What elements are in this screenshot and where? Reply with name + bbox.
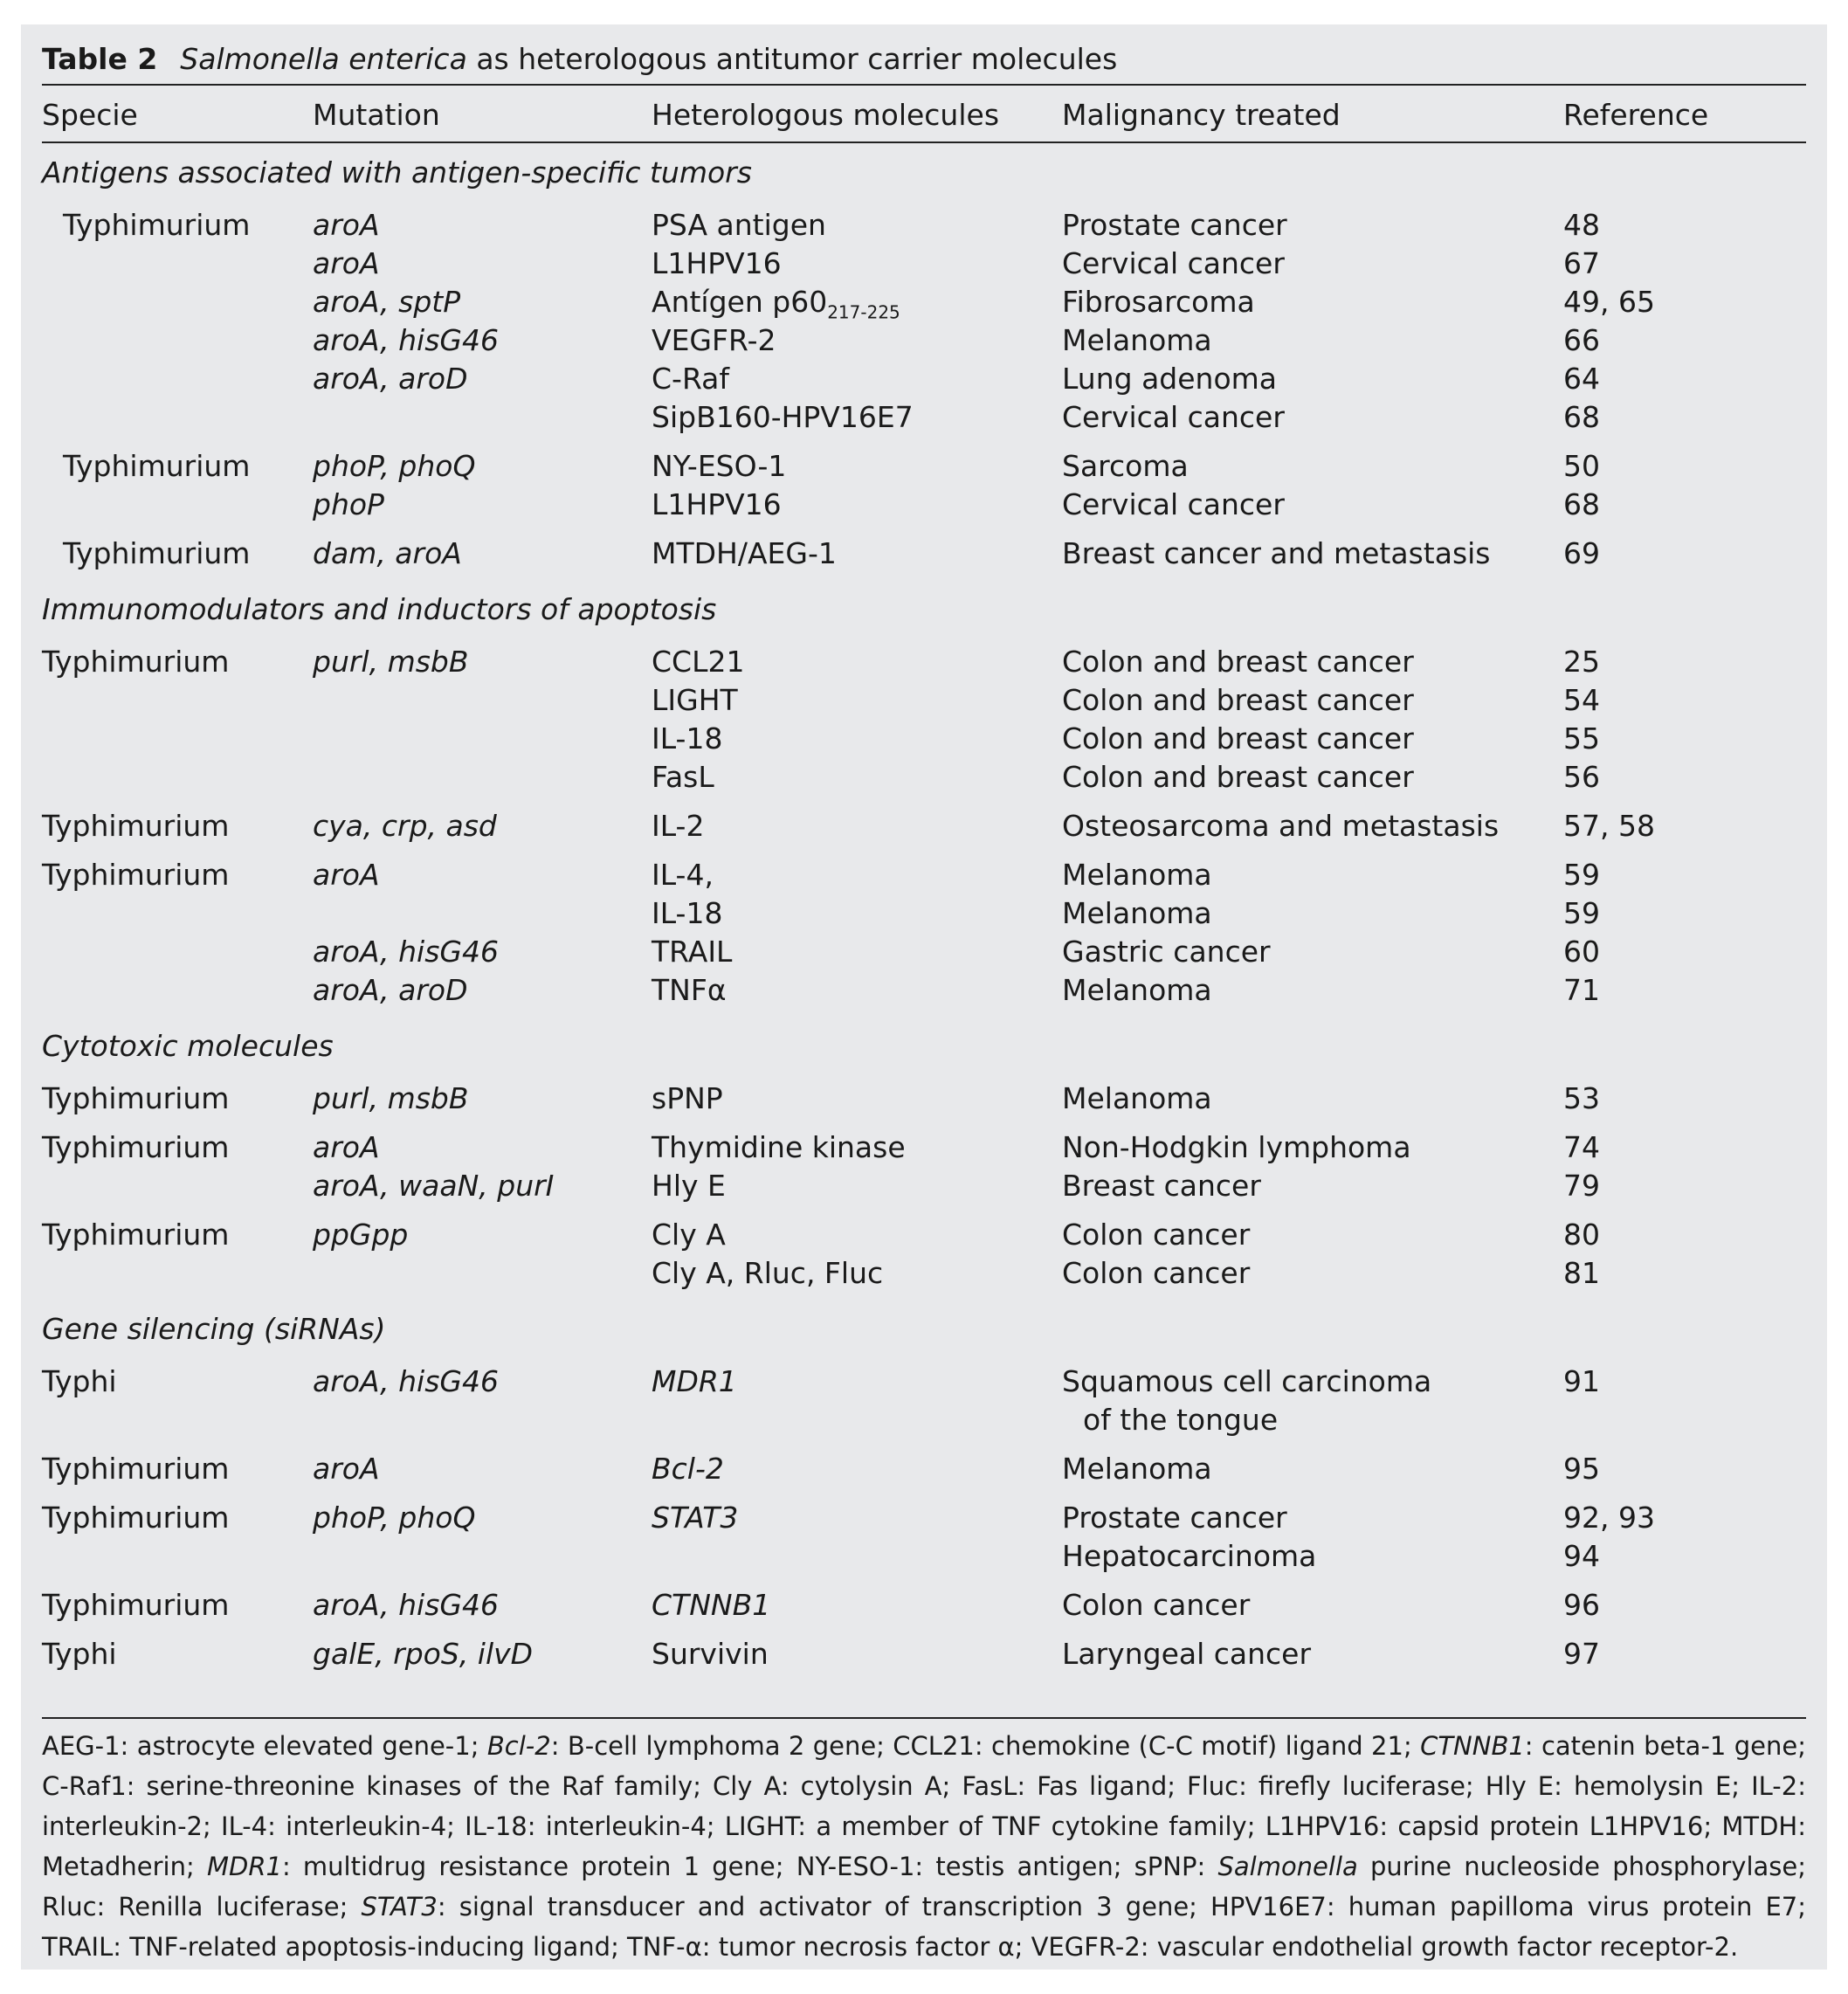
row-group xyxy=(21,447,1827,524)
table-row xyxy=(21,283,1827,321)
header-rule xyxy=(42,141,1806,143)
cell-molecule: PSA antigen xyxy=(652,208,826,242)
cell-specie: Typhimurium xyxy=(42,1452,230,1486)
cell-mutation: aroA xyxy=(313,858,380,892)
cell-molecule: Cly A, Rluc, Fluc xyxy=(652,1256,884,1290)
cell-malignancy: Breast cancer and metastasis xyxy=(1062,536,1491,570)
cell-malignancy: Cervical cancer xyxy=(1062,487,1285,521)
cell-mutation: phoP, phoQ xyxy=(313,449,476,483)
cell-mutation: aroA xyxy=(313,208,380,242)
caption-text: as heterologous antitumor carrier molecules xyxy=(476,42,1118,76)
cell-malignancy: Laryngeal cancer xyxy=(1062,1637,1312,1671)
cell-mutation: cya, crp, asd xyxy=(313,809,497,843)
cell-specie: Typhi xyxy=(42,1364,117,1398)
section-title: Immunomodulators and inductors of apoptosis xyxy=(42,592,717,626)
footnote-term: MDR1 xyxy=(206,1852,282,1881)
footnote-text: : B-cell lymphoma 2 gene; CCL21: chemokine (C-C motif) ligand 21; xyxy=(550,1731,1421,1761)
row-group xyxy=(21,807,1827,845)
cell-specie: Typhimurium xyxy=(42,858,230,892)
cell-malignancy-line2: of the tongue xyxy=(1083,1403,1279,1437)
table-row xyxy=(21,1537,1827,1576)
cell-reference: 97 xyxy=(1563,1637,1600,1671)
cell-specie: Typhimurium xyxy=(63,449,251,483)
table-row xyxy=(21,321,1827,360)
cell-molecule: MDR1 xyxy=(652,1364,737,1398)
cell-molecule: IL-18 xyxy=(652,721,723,756)
cell-reference: 59 xyxy=(1563,858,1600,892)
cell-specie: Typhimurium xyxy=(63,208,251,242)
row-group xyxy=(21,206,1827,437)
cell-reference: 25 xyxy=(1563,645,1600,679)
top-rule xyxy=(42,84,1806,86)
footnote-text: : signal transducer and activator of transcription 3 gene; HPV16E7: human papilloma virus protein E7; TRAIL: TNF-related apoptosis-inducing ligand; TNF-α: tumor necrosis factor α; VEGFR-2: vascular endothelial growth factor receptor-2. xyxy=(42,1892,1807,1962)
cell-reference: 92, 93 xyxy=(1563,1501,1655,1535)
table-row xyxy=(21,1450,1827,1488)
cell-malignancy: Squamous cell carcinoma of the tongue xyxy=(1062,1363,1431,1439)
cell-reference: 48 xyxy=(1563,208,1600,242)
cell-malignancy: Breast cancer xyxy=(1062,1169,1261,1203)
cell-mutation: phoP xyxy=(313,487,384,521)
cell-mutation: aroA, aroD xyxy=(313,973,468,1007)
cell-mutation: dam, aroA xyxy=(313,536,462,570)
cell-molecule: sPNP xyxy=(652,1081,723,1115)
cell-mutation: aroA xyxy=(313,1130,380,1164)
section-title: Gene silencing (siRNAs) xyxy=(42,1312,386,1346)
cell-reference: 68 xyxy=(1563,487,1600,521)
table-row xyxy=(21,1586,1827,1625)
table-row xyxy=(21,206,1827,245)
cell-malignancy: Melanoma xyxy=(1062,858,1212,892)
cell-malignancy: Colon and breast cancer xyxy=(1062,760,1414,794)
table-row xyxy=(21,1080,1827,1118)
cell-malignancy: Melanoma xyxy=(1062,896,1212,930)
table-row xyxy=(21,856,1827,894)
table-row xyxy=(21,1499,1827,1537)
cell-specie: Typhimurium xyxy=(42,645,230,679)
cell-mutation: aroA xyxy=(313,246,380,280)
row-group xyxy=(21,856,1827,1010)
cell-molecule: FasL xyxy=(652,760,714,794)
cell-molecule: Antígen $p60_{217-225}$ xyxy=(652,285,900,323)
table-row xyxy=(21,1635,1827,1673)
cell-reference: 95 xyxy=(1563,1452,1600,1486)
row-group xyxy=(21,1450,1827,1488)
row-group xyxy=(21,1216,1827,1293)
cell-malignancy: Colon cancer xyxy=(1062,1256,1251,1290)
cell-specie: Typhimurium xyxy=(42,1081,230,1115)
cell-malignancy: Melanoma xyxy=(1062,1452,1212,1486)
table-row xyxy=(21,486,1827,524)
cell-mutation: aroA, hisG46 xyxy=(313,935,499,969)
cell-mutation: aroA xyxy=(313,1452,380,1486)
cell-reference: 56 xyxy=(1563,760,1600,794)
header-reference: Reference xyxy=(1563,98,1709,132)
cell-malignancy: Melanoma xyxy=(1062,973,1212,1007)
footnote-text: : multidrug resistance protein 1 gene; NY-ESO-1: testis antigen; sPNP: xyxy=(281,1852,1218,1881)
table-row xyxy=(21,933,1827,971)
row-group xyxy=(21,1128,1827,1205)
cell-malignancy: Colon cancer xyxy=(1062,1218,1251,1252)
cell-molecule: Cly A xyxy=(652,1218,726,1252)
cell-molecule: L1HPV16 xyxy=(652,246,782,280)
cell-molecule: CTNNB1 xyxy=(652,1588,771,1622)
cell-malignancy: Melanoma xyxy=(1062,1081,1212,1115)
cell-reference: 54 xyxy=(1563,683,1600,717)
cell-malignancy: Osteosarcoma and metastasis xyxy=(1062,809,1500,843)
table-row xyxy=(21,643,1827,681)
footnote-term: STAT3 xyxy=(361,1892,438,1922)
table-row xyxy=(21,758,1827,797)
cell-malignancy: Melanoma xyxy=(1062,323,1212,357)
header-malignancy: Malignancy treated xyxy=(1062,98,1341,132)
table-row xyxy=(21,245,1827,283)
cell-molecule: VEGFR-2 xyxy=(652,323,776,357)
header-molecules: Heterologous molecules xyxy=(652,98,1000,132)
table-row xyxy=(21,447,1827,486)
cell-malignancy: Hepatocarcinoma xyxy=(1062,1539,1317,1573)
header-specie: Specie xyxy=(42,98,138,132)
table-row xyxy=(21,398,1827,437)
cell-reference: 67 xyxy=(1563,246,1600,280)
row-group xyxy=(21,1586,1827,1625)
cell-molecule: Bcl-2 xyxy=(652,1452,724,1486)
cell-molecule: IL-18 xyxy=(652,896,723,930)
cell-malignancy: Colon and breast cancer xyxy=(1062,683,1414,717)
table-number: Table 2 xyxy=(42,42,158,76)
cell-specie: Typhimurium xyxy=(63,536,251,570)
row-group xyxy=(21,643,1827,797)
cell-reference: 74 xyxy=(1563,1130,1600,1164)
cell-reference: 49, 65 xyxy=(1563,285,1655,319)
table-row xyxy=(21,1363,1827,1439)
cell-specie: Typhi xyxy=(42,1637,117,1671)
table-row xyxy=(21,535,1827,573)
cell-molecule: MTDH/AEG-1 xyxy=(652,536,837,570)
cell-mutation: aroA, hisG46 xyxy=(313,323,499,357)
row-group xyxy=(21,1363,1827,1439)
cell-specie: Typhimurium xyxy=(42,1501,230,1535)
cell-malignancy: Gastric cancer xyxy=(1062,935,1271,969)
cell-molecule-subscript: 217-225 xyxy=(827,301,900,323)
cell-molecule: Thymidine kinase xyxy=(652,1130,906,1164)
row-group xyxy=(21,535,1827,573)
cell-molecule: LIGHT xyxy=(652,683,738,717)
cell-malignancy: Fibrosarcoma xyxy=(1062,285,1255,319)
section-title: Antigens associated with antigen-specific tumors xyxy=(42,155,752,190)
cell-molecule: Hly E xyxy=(652,1169,726,1203)
cell-mutation: purl, msbB xyxy=(313,645,469,679)
table-row xyxy=(21,1128,1827,1167)
cell-molecule: IL-4, xyxy=(652,858,714,892)
cell-molecule: SipB160-HPV16E7 xyxy=(652,400,914,434)
table-body xyxy=(21,147,1827,1684)
cell-mutation: ppGpp xyxy=(313,1218,409,1252)
cell-reference: 80 xyxy=(1563,1218,1600,1252)
cell-molecule: L1HPV16 xyxy=(652,487,782,521)
table-row xyxy=(21,971,1827,1010)
cell-reference: 55 xyxy=(1563,721,1600,756)
cell-reference: 91 xyxy=(1563,1364,1600,1398)
cell-reference: 94 xyxy=(1563,1539,1600,1573)
table-caption xyxy=(42,37,1117,82)
table-row xyxy=(21,1167,1827,1205)
header-mutation: Mutation xyxy=(313,98,440,132)
cell-mutation: aroA, hisG46 xyxy=(313,1588,499,1622)
cell-reference: 69 xyxy=(1563,536,1600,570)
footnote-term: Bcl-2 xyxy=(486,1731,551,1761)
footnote-text: purine nucleoside phosphorylase; Rluc: Renilla luciferase; xyxy=(42,1852,1806,1922)
row-group xyxy=(21,1080,1827,1118)
cell-specie: Typhimurium xyxy=(42,1130,230,1164)
cell-malignancy: Colon and breast cancer xyxy=(1062,721,1414,756)
cell-reference: 96 xyxy=(1563,1588,1600,1622)
cell-reference: 81 xyxy=(1563,1256,1600,1290)
cell-molecule: TNFα xyxy=(652,973,727,1007)
cell-specie: Typhimurium xyxy=(42,1218,230,1252)
cell-molecule: CCL21 xyxy=(652,645,745,679)
cell-reference: 53 xyxy=(1563,1081,1600,1115)
table-row xyxy=(21,360,1827,398)
cell-specie: Typhimurium xyxy=(42,1588,230,1622)
organism-name: Salmonella enterica xyxy=(180,42,467,76)
table-row xyxy=(21,807,1827,845)
table-panel xyxy=(21,24,1827,1970)
cell-mutation: aroA, hisG46 xyxy=(313,1364,499,1398)
cell-reference: 68 xyxy=(1563,400,1600,434)
cell-malignancy: Prostate cancer xyxy=(1062,208,1287,242)
cell-reference: 50 xyxy=(1563,449,1600,483)
cell-mutation: aroA, aroD xyxy=(313,362,468,396)
bottom-rule xyxy=(42,1717,1806,1719)
cell-molecule: IL-2 xyxy=(652,809,705,843)
table-row xyxy=(21,894,1827,933)
cell-malignancy: Cervical cancer xyxy=(1062,400,1285,434)
cell-malignancy: Colon cancer xyxy=(1062,1588,1251,1622)
cell-reference: 59 xyxy=(1563,896,1600,930)
cell-reference: 60 xyxy=(1563,935,1600,969)
cell-malignancy: Prostate cancer xyxy=(1062,1501,1287,1535)
cell-malignancy: Colon and breast cancer xyxy=(1062,645,1414,679)
cell-mutation: aroA, sptP xyxy=(313,285,461,319)
cell-reference: 64 xyxy=(1563,362,1600,396)
cell-molecule: NY-ESO-1 xyxy=(652,449,787,483)
footnote-term: Salmonella xyxy=(1217,1852,1358,1881)
footnote xyxy=(42,1726,1806,1967)
cell-malignancy: Non-Hodgkin lymphoma xyxy=(1062,1130,1411,1164)
cell-reference: 79 xyxy=(1563,1169,1600,1203)
cell-molecule: C-Raf xyxy=(652,362,729,396)
table-row xyxy=(21,720,1827,758)
cell-molecule: TRAIL xyxy=(652,935,733,969)
cell-mutation: phoP, phoQ xyxy=(313,1501,476,1535)
footnote-text: : catenin beta-1 gene; C-Raf1: serine-threonine kinases of the Raf family; Cly A: cytolysin A; FasL: Fas ligand; Fluc: firefly luciferase; Hly E: hemolysin E; IL-2: interleukin-2; IL-4: interleukin-4; IL-18: interleukin-4; LIGHT: a member of TNF cytokine family; L1HPV16: capsid protein L1HPV16; MTDH: Metadherin; xyxy=(42,1731,1806,1881)
table-row xyxy=(21,1254,1827,1293)
cell-reference: 71 xyxy=(1563,973,1600,1007)
footnote-text: AEG-1: astrocyte elevated gene-1; xyxy=(42,1731,487,1761)
cell-malignancy: Cervical cancer xyxy=(1062,246,1285,280)
table-row xyxy=(21,681,1827,720)
cell-mutation: aroA, waaN, purI xyxy=(313,1169,555,1203)
cell-molecule: Survivin xyxy=(652,1637,769,1671)
footnote-term: CTNNB1 xyxy=(1420,1731,1525,1761)
cell-reference: 66 xyxy=(1563,323,1600,357)
table-row xyxy=(21,1216,1827,1254)
row-group xyxy=(21,1635,1827,1673)
row-group xyxy=(21,1499,1827,1576)
cell-molecule: STAT3 xyxy=(652,1501,739,1535)
cell-malignancy: Lung adenoma xyxy=(1062,362,1278,396)
cell-mutation: purl, msbB xyxy=(313,1081,469,1115)
cell-malignancy: Sarcoma xyxy=(1062,449,1189,483)
cell-specie: Typhimurium xyxy=(42,809,230,843)
cell-mutation: galE, rpoS, ilvD xyxy=(313,1637,534,1671)
section-title: Cytotoxic molecules xyxy=(42,1029,334,1063)
cell-reference: 57, 58 xyxy=(1563,809,1655,843)
